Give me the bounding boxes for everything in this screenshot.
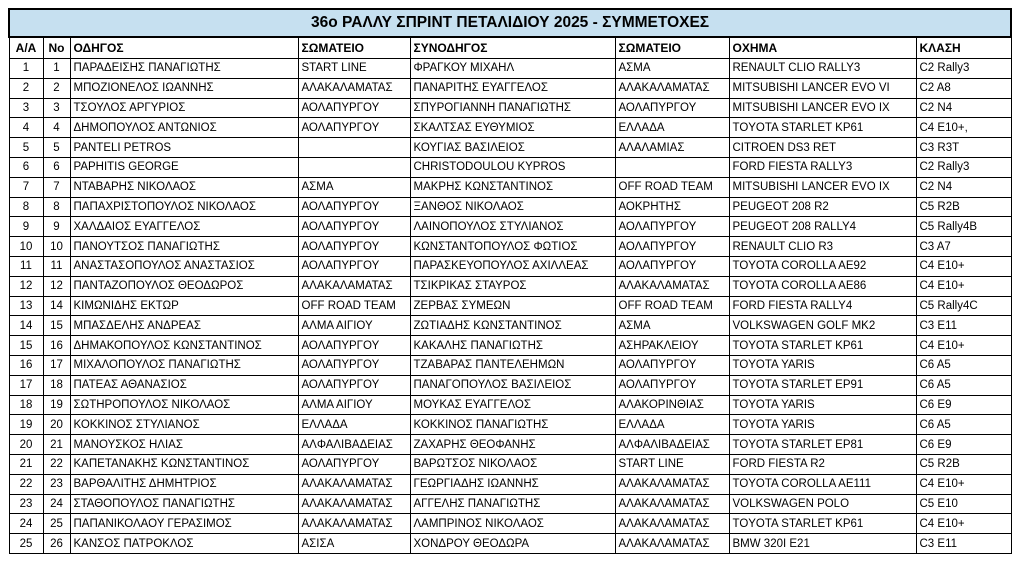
cell-class: C5 R2B: [916, 454, 1011, 474]
cell-driver-club: ΑΣΜΑ: [298, 177, 410, 197]
cell-vehicle: TOYOTA COROLLA AE111: [729, 474, 916, 494]
cell-codriver: ΠΑΝΑΡΙΤΗΣ ΕΥΑΓΓΕΛΟΣ: [410, 78, 615, 98]
table-row: [9, 256, 1011, 276]
cell-class: C3 R3T: [916, 138, 1011, 158]
cell-class: C2 Rally3: [916, 157, 1011, 177]
cell-aa: 5: [9, 138, 43, 158]
cell-aa: 11: [9, 256, 43, 276]
cell-driver-club: ΑΛΦΑΛΙΒΑΔΕΙΑΣ: [298, 435, 410, 455]
cell-codriver: ΜΟΥΚΑΣ ΕΥΑΓΓΕΛΟΣ: [410, 395, 615, 415]
cell-aa: 18: [9, 395, 43, 415]
sheet-title: 36ο ΡΑΛΛΥ ΣΠΡΙΝΤ ΠΕΤΑΛΙΔΙΟΥ 2025 - ΣΥΜΜΕΤΟΧΕΣ: [9, 9, 1011, 37]
cell-driver: ΜΠΟΖΙΟΝΕΛΟΣ ΙΩΑΝΝΗΣ: [70, 78, 298, 98]
cell-driver-club: ΑΟΛΑΠΥΡΓΟΥ: [298, 118, 410, 138]
cell-driver: ΝΤΑΒΑΡΗΣ ΝΙΚΟΛΑΟΣ: [70, 177, 298, 197]
cell-no: 25: [43, 514, 70, 534]
cell-no: 1: [43, 59, 70, 79]
cell-driver: ΣΩΤΗΡΟΠΟΥΛΟΣ ΝΙΚΟΛΑΟΣ: [70, 395, 298, 415]
cell-codriver: ΞΑΝΘΟΣ ΝΙΚΟΛΑΟΣ: [410, 197, 615, 217]
cell-driver: ΒΑΡΘΑΛΙΤΗΣ ΔΗΜΗΤΡΙΟΣ: [70, 474, 298, 494]
cell-driver: PANTELI PETROS: [70, 138, 298, 158]
cell-codriver: ΧΟΝΔΡΟΥ ΘΕΟΔΩΡΑ: [410, 534, 615, 554]
cell-codriver-club: ΑΛΑΚΑΛΑΜΑΤΑΣ: [615, 494, 729, 514]
cell-driver-club: ΑΛΑΚΑΛΑΜΑΤΑΣ: [298, 474, 410, 494]
table-row: [9, 355, 1011, 375]
cell-codriver-club: ΑΟΛΑΠΥΡΓΟΥ: [615, 355, 729, 375]
cell-vehicle: TOYOTA COROLLA AE86: [729, 276, 916, 296]
table-row: [9, 138, 1011, 158]
cell-class: C5 R2B: [916, 197, 1011, 217]
cell-codriver-club: ΑΛΑΛΑΜΙΑΣ: [615, 138, 729, 158]
cell-codriver: ΦΡΑΓΚΟΥ ΜΙΧΑΗΛ: [410, 59, 615, 79]
cell-codriver-club: ΑΛΑΚΟΡΙΝΘΙΑΣ: [615, 395, 729, 415]
cell-class: C6 A5: [916, 355, 1011, 375]
cell-no: 5: [43, 138, 70, 158]
table-row: [9, 296, 1011, 316]
table-row: [9, 59, 1011, 79]
cell-no: 8: [43, 197, 70, 217]
cell-vehicle: CITROEN DS3 RET: [729, 138, 916, 158]
table-row: [9, 118, 1011, 138]
cell-vehicle: TOYOTA STARLET KP61: [729, 336, 916, 356]
col-header-driver-club: ΣΩΜΑΤΕΙΟ: [298, 37, 410, 59]
table-row: [9, 78, 1011, 98]
cell-vehicle: FORD FIESTA RALLY3: [729, 157, 916, 177]
cell-codriver-club: ΑΛΑΚΑΛΑΜΑΤΑΣ: [615, 276, 729, 296]
cell-driver: ΚΙΜΩΝΙΔΗΣ ΕΚΤΩΡ: [70, 296, 298, 316]
cell-no: 26: [43, 534, 70, 554]
cell-aa: 2: [9, 78, 43, 98]
cell-vehicle: TOYOTA STARLET KP61: [729, 514, 916, 534]
table-row: [9, 514, 1011, 534]
cell-driver-club: OFF ROAD TEAM: [298, 296, 410, 316]
cell-driver: ΚΟΚΚΙΝΟΣ ΣΤΥΛΙΑΝΟΣ: [70, 415, 298, 435]
cell-no: 16: [43, 336, 70, 356]
cell-codriver-club: ΑΛΑΚΑΛΑΜΑΤΑΣ: [615, 514, 729, 534]
cell-codriver-club: OFF ROAD TEAM: [615, 177, 729, 197]
table-row: [9, 276, 1011, 296]
cell-codriver-club: ΑΟΛΑΠΥΡΓΟΥ: [615, 256, 729, 276]
cell-no: 19: [43, 395, 70, 415]
cell-class: C2 Rally3: [916, 59, 1011, 79]
cell-class: C3 A7: [916, 237, 1011, 257]
cell-codriver: ΤΖΑΒΑΡΑΣ ΠΑΝΤΕΛΕΗΜΩΝ: [410, 355, 615, 375]
table-row: [9, 98, 1011, 118]
cell-no: 17: [43, 355, 70, 375]
cell-driver-club: START LINE: [298, 59, 410, 79]
cell-aa: 9: [9, 217, 43, 237]
cell-aa: 23: [9, 494, 43, 514]
cell-aa: 21: [9, 454, 43, 474]
cell-driver-club: ΑΟΛΑΠΥΡΓΟΥ: [298, 98, 410, 118]
table-row: [9, 237, 1011, 257]
cell-driver-club: ΑΛΜΑ ΑΙΓΙΟΥ: [298, 316, 410, 336]
cell-driver-club: ΑΛΑΚΑΛΑΜΑΤΑΣ: [298, 78, 410, 98]
col-header-aa: Α/Α: [9, 37, 43, 59]
cell-no: 22: [43, 454, 70, 474]
cell-aa: 10: [9, 237, 43, 257]
cell-codriver-club: ΑΛΑΚΑΛΑΜΑΤΑΣ: [615, 534, 729, 554]
cell-driver-club: ΑΣΙΣΑ: [298, 534, 410, 554]
cell-codriver-club: ΑΣΜΑ: [615, 316, 729, 336]
cell-vehicle: TOYOTA YARIS: [729, 355, 916, 375]
cell-class: C6 E9: [916, 395, 1011, 415]
table-row: [9, 534, 1011, 554]
cell-codriver-club: START LINE: [615, 454, 729, 474]
cell-vehicle: PEUGEOT 208 R2: [729, 197, 916, 217]
cell-codriver: ΚΑΚΑΛΗΣ ΠΑΝΑΓΙΩΤΗΣ: [410, 336, 615, 356]
cell-vehicle: MITSUBISHI LANCER EVO IX: [729, 98, 916, 118]
cell-codriver: ΤΣΙΚΡΙΚΑΣ ΣΤΑΥΡΟΣ: [410, 276, 615, 296]
cell-class: C2 N4: [916, 98, 1011, 118]
cell-codriver: ΚΟΚΚΙΝΟΣ ΠΑΝΑΓΙΩΤΗΣ: [410, 415, 615, 435]
cell-driver: ΠΑΝΟΥΤΣΟΣ ΠΑΝΑΓΙΩΤΗΣ: [70, 237, 298, 257]
cell-codriver: ΑΓΓΕΛΗΣ ΠΑΝΑΓΙΩΤΗΣ: [410, 494, 615, 514]
cell-aa: 20: [9, 435, 43, 455]
cell-driver: ΤΣΟΥΛΟΣ ΑΡΓΥΡΙΟΣ: [70, 98, 298, 118]
cell-no: 14: [43, 296, 70, 316]
table-row: [9, 435, 1011, 455]
cell-class: C4 E10+,: [916, 118, 1011, 138]
cell-no: 9: [43, 217, 70, 237]
cell-driver-club: ΑΟΛΑΠΥΡΓΟΥ: [298, 454, 410, 474]
cell-vehicle: TOYOTA STARLET KP61: [729, 118, 916, 138]
cell-codriver-club: ΑΛΑΚΑΛΑΜΑΤΑΣ: [615, 78, 729, 98]
cell-aa: 17: [9, 375, 43, 395]
cell-codriver: CHRISTODOULOU KYPROS: [410, 157, 615, 177]
cell-codriver: ΚΩΝΣΤΑΝΤΟΠΟΥΛΟΣ ΦΩΤΙΟΣ: [410, 237, 615, 257]
cell-no: 2: [43, 78, 70, 98]
cell-driver-club: ΑΟΛΑΠΥΡΓΟΥ: [298, 336, 410, 356]
cell-codriver: ΠΑΡΑΣΚΕΥΟΠΟΥΛΟΣ ΑΧΙΛΛΕΑΣ: [410, 256, 615, 276]
cell-driver-club: ΑΛΑΚΑΛΑΜΑΤΑΣ: [298, 514, 410, 534]
col-header-no: No: [43, 37, 70, 59]
cell-aa: 24: [9, 514, 43, 534]
cell-class: C5 E10: [916, 494, 1011, 514]
cell-class: C3 E11: [916, 316, 1011, 336]
table-row: [9, 217, 1011, 237]
cell-class: C4 E10+: [916, 336, 1011, 356]
cell-vehicle: MITSUBISHI LANCER EVO IX: [729, 177, 916, 197]
cell-no: 15: [43, 316, 70, 336]
cell-vehicle: BMW 320I E21: [729, 534, 916, 554]
cell-aa: 19: [9, 415, 43, 435]
cell-aa: 8: [9, 197, 43, 217]
cell-no: 7: [43, 177, 70, 197]
table-row: [9, 494, 1011, 514]
cell-class: C2 A8: [916, 78, 1011, 98]
table-row: [9, 157, 1011, 177]
col-header-codriver-club: ΣΩΜΑΤΕΙΟ: [615, 37, 729, 59]
cell-class: C6 E9: [916, 435, 1011, 455]
cell-vehicle: TOYOTA STARLET EP91: [729, 375, 916, 395]
cell-class: C5 Rally4B: [916, 217, 1011, 237]
cell-codriver-club: ΑΣΗΡΑΚΛΕΙΟΥ: [615, 336, 729, 356]
cell-aa: 16: [9, 355, 43, 375]
cell-codriver-club: OFF ROAD TEAM: [615, 296, 729, 316]
cell-codriver-club: [615, 157, 729, 177]
table-row: [9, 197, 1011, 217]
cell-driver: ΚΑΝΣΟΣ ΠΑΤΡΟΚΛΟΣ: [70, 534, 298, 554]
cell-vehicle: VOLKSWAGEN GOLF MK2: [729, 316, 916, 336]
cell-no: 6: [43, 157, 70, 177]
cell-aa: 12: [9, 276, 43, 296]
entry-rows: [9, 59, 1011, 554]
table-row: [9, 395, 1011, 415]
cell-vehicle: TOYOTA YARIS: [729, 415, 916, 435]
cell-vehicle: PEUGEOT 208 RALLY4: [729, 217, 916, 237]
cell-codriver: ΖΩΤΙΑΔΗΣ ΚΩΝΣΤΑΝΤΙΝΟΣ: [410, 316, 615, 336]
cell-no: 10: [43, 237, 70, 257]
cell-no: 11: [43, 256, 70, 276]
cell-aa: 13: [9, 296, 43, 316]
cell-codriver-club: ΑΟΛΑΠΥΡΓΟΥ: [615, 237, 729, 257]
cell-driver-club: ΑΛΑΚΑΛΑΜΑΤΑΣ: [298, 276, 410, 296]
header-row: [9, 37, 1011, 59]
cell-codriver-club: ΑΛΦΑΛΙΒΑΔΕΙΑΣ: [615, 435, 729, 455]
cell-aa: 14: [9, 316, 43, 336]
cell-no: 21: [43, 435, 70, 455]
cell-codriver: ΛΑΜΠΡΙΝΟΣ ΝΙΚΟΛΑΟΣ: [410, 514, 615, 534]
cell-driver: PAPHITIS GEORGE: [70, 157, 298, 177]
cell-class: C4 E10+: [916, 474, 1011, 494]
cell-driver-club: ΑΟΛΑΠΥΡΓΟΥ: [298, 217, 410, 237]
cell-vehicle: VOLKSWAGEN POLO: [729, 494, 916, 514]
cell-no: 20: [43, 415, 70, 435]
cell-codriver: ΖΑΧΑΡΗΣ ΘΕΟΦΑΝΗΣ: [410, 435, 615, 455]
cell-codriver: ΣΚΑΛΤΣΑΣ ΕΥΘΥΜΙΟΣ: [410, 118, 615, 138]
cell-codriver: ΣΠΥΡΟΓΙΑΝΝΗ ΠΑΝΑΓΙΩΤΗΣ: [410, 98, 615, 118]
cell-codriver-club: ΑΟΛΑΠΥΡΓΟΥ: [615, 217, 729, 237]
cell-aa: 6: [9, 157, 43, 177]
table-row: [9, 336, 1011, 356]
cell-driver: ΠΑΝΤΑΖΟΠΟΥΛΟΣ ΘΕΟΔΩΡΟΣ: [70, 276, 298, 296]
cell-vehicle: TOYOTA COROLLA AE92: [729, 256, 916, 276]
cell-class: C4 E10+: [916, 256, 1011, 276]
cell-driver-club: ΑΟΛΑΠΥΡΓΟΥ: [298, 197, 410, 217]
table-row: [9, 415, 1011, 435]
cell-codriver: ΓΕΩΡΓΙΑΔΗΣ ΙΩΑΝΝΗΣ: [410, 474, 615, 494]
cell-codriver-club: ΑΣΜΑ: [615, 59, 729, 79]
cell-codriver: ΒΑΡΩΤΣΟΣ ΝΙΚΟΛΑΟΣ: [410, 454, 615, 474]
cell-class: C5 Rally4C: [916, 296, 1011, 316]
cell-driver: ΠΑΡΑΔΕΙΣΗΣ ΠΑΝΑΓΙΩΤΗΣ: [70, 59, 298, 79]
cell-codriver: ΜΑΚΡΗΣ ΚΩΝΣΤΑΝΤΙΝΟΣ: [410, 177, 615, 197]
table-row: [9, 474, 1011, 494]
cell-aa: 15: [9, 336, 43, 356]
cell-codriver: ΖΕΡΒΑΣ ΣΥΜΕΩΝ: [410, 296, 615, 316]
cell-vehicle: FORD FIESTA RALLY4: [729, 296, 916, 316]
cell-class: C4 E10+: [916, 514, 1011, 534]
cell-driver: ΜΠΑΣΔΕΛΗΣ ΑΝΔΡΕΑΣ: [70, 316, 298, 336]
col-header-codriver: ΣΥΝΟΔΗΓΟΣ: [410, 37, 615, 59]
cell-no: 18: [43, 375, 70, 395]
cell-driver: ΔΗΜΟΠΟΥΛΟΣ ΑΝΤΩΝΙΟΣ: [70, 118, 298, 138]
cell-codriver-club: ΑΟΛΑΠΥΡΓΟΥ: [615, 98, 729, 118]
cell-no: 3: [43, 98, 70, 118]
cell-driver: ΠΑΠΑΝΙΚΟΛΑΟΥ ΓΕΡΑΣΙΜΟΣ: [70, 514, 298, 534]
cell-aa: 4: [9, 118, 43, 138]
col-header-class: ΚΛΑΣΗ: [916, 37, 1011, 59]
cell-driver-club: ΑΛΜΑ ΑΙΓΙΟΥ: [298, 395, 410, 415]
cell-class: C4 E10+: [916, 276, 1011, 296]
cell-aa: 25: [9, 534, 43, 554]
cell-codriver-club: ΑΛΑΚΑΛΑΜΑΤΑΣ: [615, 474, 729, 494]
cell-vehicle: FORD FIESTA R2: [729, 454, 916, 474]
cell-driver-club: ΑΛΑΚΑΛΑΜΑΤΑΣ: [298, 494, 410, 514]
cell-codriver-club: ΕΛΛΑΔΑ: [615, 118, 729, 138]
table-row: [9, 375, 1011, 395]
cell-vehicle: TOYOTA YARIS: [729, 395, 916, 415]
cell-aa: 1: [9, 59, 43, 79]
cell-no: 12: [43, 276, 70, 296]
cell-aa: 7: [9, 177, 43, 197]
cell-driver: ΠΑΤΕΑΣ ΑΘΑΝΑΣΙΟΣ: [70, 375, 298, 395]
cell-driver-club: [298, 138, 410, 158]
cell-vehicle: MITSUBISHI LANCER EVO VI: [729, 78, 916, 98]
cell-driver-club: ΑΟΛΑΠΥΡΓΟΥ: [298, 375, 410, 395]
cell-codriver: ΠΑΝΑΓΟΠΟΥΛΟΣ ΒΑΣΙΛΕΙΟΣ: [410, 375, 615, 395]
cell-vehicle: RENAULT CLIO R3: [729, 237, 916, 257]
cell-driver: ΜΑΝΟΥΣΚΟΣ ΗΛΙΑΣ: [70, 435, 298, 455]
cell-driver-club: ΑΟΛΑΠΥΡΓΟΥ: [298, 256, 410, 276]
cell-class: C2 N4: [916, 177, 1011, 197]
cell-aa: 22: [9, 474, 43, 494]
cell-driver: ΧΑΛΔΑΙΟΣ ΕΥΑΓΓΕΛΟΣ: [70, 217, 298, 237]
cell-class: C3 E11: [916, 534, 1011, 554]
table-row: [9, 454, 1011, 474]
cell-driver: ΣΤΑΘΟΠΟΥΛΟΣ ΠΑΝΑΓΙΩΤΗΣ: [70, 494, 298, 514]
cell-class: C6 A5: [916, 415, 1011, 435]
entry-list-table: [8, 8, 1012, 554]
cell-codriver-club: ΑΟΛΑΠΥΡΓΟΥ: [615, 375, 729, 395]
table-row: [9, 316, 1011, 336]
cell-no: 23: [43, 474, 70, 494]
cell-no: 24: [43, 494, 70, 514]
cell-codriver-club: ΑΟΚΡΗΤΗΣ: [615, 197, 729, 217]
table-row: [9, 177, 1011, 197]
cell-codriver: ΚΟΥΓΙΑΣ ΒΑΣΙΛΕΙΟΣ: [410, 138, 615, 158]
cell-codriver-club: ΕΛΛΑΔΑ: [615, 415, 729, 435]
cell-driver: ΚΑΠΕΤΑΝΑΚΗΣ ΚΩΝΣΤΑΝΤΙΝΟΣ: [70, 454, 298, 474]
cell-driver: ΠΑΠΑΧΡΙΣΤΟΠΟΥΛΟΣ ΝΙΚΟΛΑΟΣ: [70, 197, 298, 217]
cell-vehicle: TOYOTA STARLET EP81: [729, 435, 916, 455]
cell-driver-club: [298, 157, 410, 177]
cell-driver-club: ΑΟΛΑΠΥΡΓΟΥ: [298, 355, 410, 375]
cell-driver-club: ΕΛΛΑΔΑ: [298, 415, 410, 435]
cell-driver: ΑΝΑΣΤΑΣΟΠΟΥΛΟΣ ΑΝΑΣΤΑΣΙΟΣ: [70, 256, 298, 276]
cell-driver: ΔΗΜΑΚΟΠΟΥΛΟΣ ΚΩΝΣΤΑΝΤΙΝΟΣ: [70, 336, 298, 356]
cell-codriver: ΛΑΙΝΟΠΟΥΛΟΣ ΣΤΥΛΙΑΝΟΣ: [410, 217, 615, 237]
cell-no: 4: [43, 118, 70, 138]
cell-driver-club: ΑΟΛΑΠΥΡΓΟΥ: [298, 237, 410, 257]
cell-vehicle: RENAULT CLIO RALLY3: [729, 59, 916, 79]
cell-class: C6 A5: [916, 375, 1011, 395]
cell-driver: ΜΙΧΑΛΟΠΟΥΛΟΣ ΠΑΝΑΓΙΩΤΗΣ: [70, 355, 298, 375]
col-header-driver: ΟΔΗΓΟΣ: [70, 37, 298, 59]
cell-aa: 3: [9, 98, 43, 118]
col-header-vehicle: ΟΧΗΜΑ: [729, 37, 916, 59]
